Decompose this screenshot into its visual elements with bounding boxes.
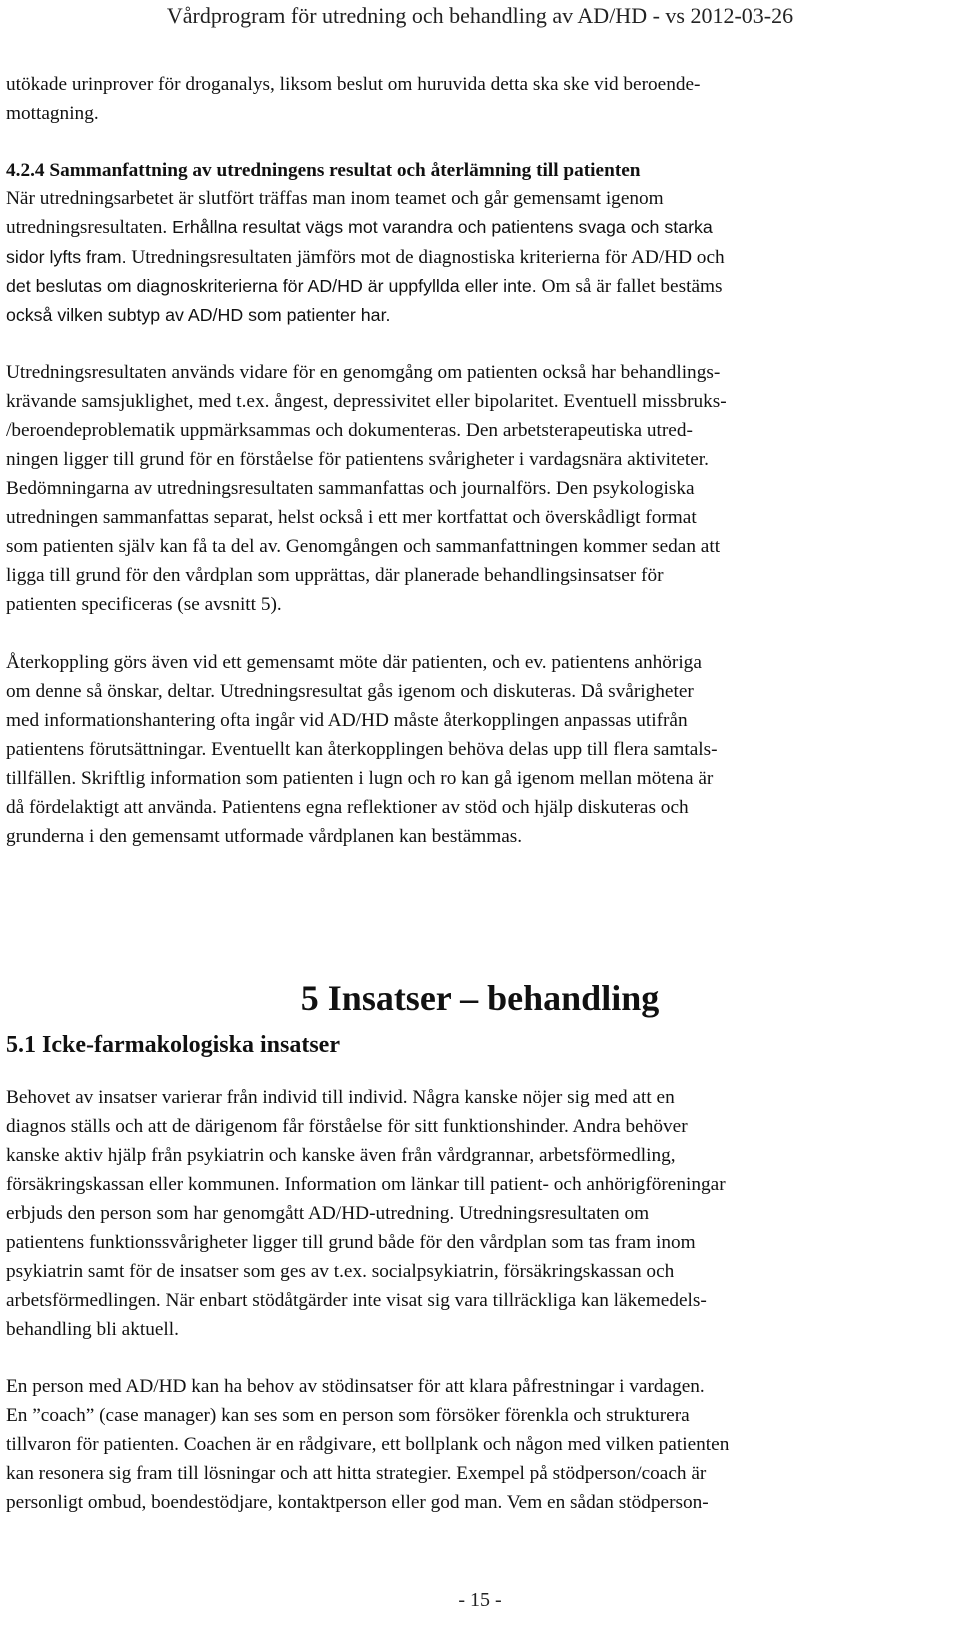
section-heading-4-2-4: 4.2.4 Sammanfattning av utredningens resultat och återlämning till patienten [6, 160, 641, 181]
chapter-title: 5 Insatser – behandling [300, 978, 660, 1018]
body-line: om denne så önskar, deltar. Utredningsresultat gås igenom och diskuteras. Då svårigheter [6, 681, 694, 702]
body-line: mottagning. [6, 103, 99, 124]
body-line: tillfällen. Skriftlig information som patienten i lugn och ro kan gå igenom mellan mötena är [6, 768, 714, 789]
body-line: diagnos ställs och att de därigenom får förståelse för sitt funktionshinder. Andra behöver [6, 1116, 688, 1137]
body-line: patientens funktionssvårigheter ligger till grund både för den vårdplan som tas fram inom [6, 1232, 696, 1253]
body-line [6, 276, 723, 298]
body-line: En ”coach” (case manager) kan ses som en person som försöker förenkla och strukturera [6, 1405, 690, 1426]
body-line: behandling bli aktuell. [6, 1319, 179, 1340]
body-line: kan resonera sig fram till lösningar och att hitta strategier. Exempel på stödperson/coach är [6, 1463, 707, 1484]
body-line [6, 217, 713, 239]
body-line: Återkoppling görs även vid ett gemensamt möte där patienten, och ev. patientens anhöriga [6, 652, 702, 673]
body-line: kanske aktiv hjälp från psykiatrin och kanske även från vårdgrannar, arbetsförmedling, [6, 1145, 676, 1166]
body-line: ligga till grund för den vårdplan som upprättas, där planerade behandlingsinsatser för [6, 565, 664, 586]
body-line: ningen ligger till grund för en förståelse för patientens svårigheter i vardagsnära aktiviteter. [6, 449, 709, 470]
body-line: grunderna i den gemensamt utformade vårdplanen kan bestämmas. [6, 826, 523, 847]
body-text-serif: utredningsresultaten. [6, 217, 168, 238]
body-line: En person med AD/HD kan ha behov av stödinsatser för att klara påfrestningar i vardagen. [6, 1376, 705, 1397]
body-text-sans: det beslutas om diagnoskriterierna för AD/HD är uppfyllda eller inte. [6, 276, 537, 296]
body-text-serif: Om så är fallet bestäms [536, 276, 723, 297]
body-line [6, 247, 725, 269]
body-line: arbetsförmedlingen. När enbart stödåtgärder inte visat sig vara tillräckliga kan läkemedels- [6, 1290, 707, 1311]
body-line: Utredningsresultaten används vidare för en genomgång om patienten också har behandlings- [6, 362, 721, 383]
body-line: försäkringskassan eller kommunen. Information om länkar till patient- och anhörigföreningar [6, 1174, 726, 1195]
body-text-serif: Utredningsresultaten jämförs mot de diagnostiska kriterierna för AD/HD och [126, 247, 725, 268]
page-header: Vårdprogram för utredning och behandling av AD/HD - vs 2012-03-26 [166, 3, 794, 28]
body-line: psykiatrin samt för de insatser som ges av t.ex. socialpsykiatrin, försäkringskassan och [6, 1261, 675, 1282]
body-line: personligt ombud, boendestödjare, kontaktperson eller god man. Vem en sådan stödperson- [6, 1492, 709, 1513]
body-line: Bedömningarna av utredningsresultaten sammanfattas och journalförs. Den psykologiska [6, 478, 695, 499]
body-line: patienten specificeras (se avsnitt 5). [6, 594, 282, 615]
body-line: erbjuds den person som har genomgått AD/HD-utredning. Utredningsresultaten om [6, 1203, 650, 1224]
body-text-sans: Erhållna resultat vägs mot varandra och patientens svaga och starka [167, 217, 713, 237]
body-line: Behovet av insatser varierar från individ till individ. Några kanske nöjer sig med att en [6, 1087, 675, 1108]
body-line: som patienten själv kan få ta del av. Genomgången och sammanfattningen kommer sedan att [6, 536, 721, 557]
body-line: då fördelaktigt att använda. Patientens egna reflektioner av stöd och hjälp diskuteras och [6, 797, 689, 818]
body-line: patientens förutsättningar. Eventuellt kan återkopplingen behöva delas upp till flera samtals- [6, 739, 718, 760]
body-line: krävande samsjuklighet, med t.ex. ångest, depressivitet eller bipolaritet. Eventuell missbruks- [6, 391, 727, 412]
body-line: med informationshantering ofta ingår vid AD/HD måste återkopplingen anpassas utifrån [6, 710, 688, 731]
body-line: utökade urinprover för droganalys, liksom beslut om huruvida detta ska ske vid beroende- [6, 74, 701, 95]
section-title: 5.1 Icke-farmakologiska insatser [6, 1032, 340, 1058]
body-line: tillvaron för patienten. Coachen är en rådgivare, ett bollplank och någon med vilken patienten [6, 1434, 730, 1455]
body-line: också vilken subtyp av AD/HD som patienter har. [6, 305, 391, 325]
body-line: /beroendeproblematik uppmärksammas och dokumenteras. Den arbetsterapeutiska utred- [6, 420, 693, 441]
body-text-sans: sidor lyfts fram. [6, 247, 127, 267]
body-line: utredningen sammanfattas separat, helst också i ett mer kortfattat och överskådligt format [6, 507, 697, 528]
body-line: När utredningsarbetet är slutfört träffas man inom teamet och går gemensamt igenom [6, 188, 664, 209]
page-number: - 15 - [458, 1589, 502, 1611]
